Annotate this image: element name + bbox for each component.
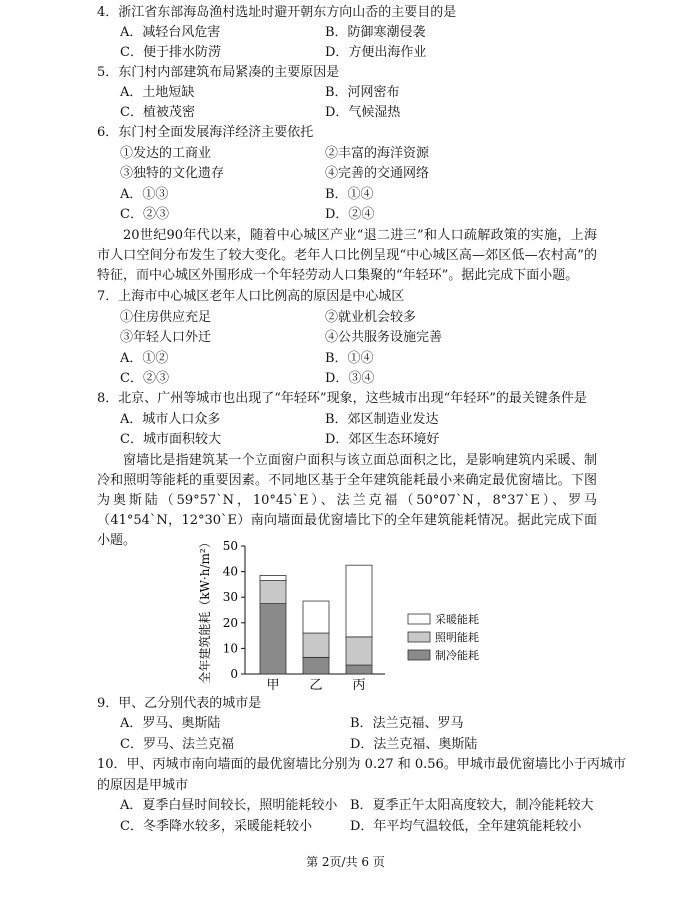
q8-option-b: B．郊区制造业发达: [325, 412, 439, 427]
q7-option-b: B．①④: [325, 351, 374, 366]
q7-option-c: C．②③: [120, 371, 169, 386]
q9-option-c: C．罗马、法兰克福: [120, 737, 234, 752]
y-tick-label: 40: [222, 564, 238, 579]
q8-option-a: A．城市人口众多: [120, 412, 221, 427]
bar-segment: [346, 665, 372, 674]
y-tick-label: 0: [230, 667, 238, 681]
q6-option-b: B．①④: [325, 187, 374, 202]
q9-stem: 9．甲、乙分别代表的城市是: [97, 696, 262, 711]
q8-stem: 8．北京、广州等城市也出现了“年轻环”现象，这些城市出现“年轻环”的最关键条件是: [97, 391, 587, 406]
y-axis-label: 全年建筑能耗（kW·h/m²）: [198, 536, 212, 684]
q4-option-d: D．方便出海作业: [325, 45, 427, 60]
q7-statement-1: ①住房供应充足: [120, 310, 212, 325]
q10-option-d: D．年平均气温较低，全年建筑能耗较小: [350, 819, 582, 834]
q4-option-a: A．减轻台风危害: [120, 25, 221, 40]
q6-statement-1: ①发达的工商业: [120, 146, 212, 161]
q6-statement-4: ④完善的交通网络: [325, 166, 430, 181]
legend-label: 制冷能耗: [435, 649, 479, 662]
x-tick-label: 甲: [266, 678, 280, 693]
q10-stem-line2: 的原因是甲城市: [97, 778, 189, 793]
y-tick-label: 50: [222, 539, 238, 553]
bar-segment: [260, 575, 286, 580]
y-tick-label: 10: [222, 641, 238, 656]
y-tick-label: 20: [222, 615, 238, 630]
legend-label: 采暖能耗: [435, 613, 479, 626]
q7-stem: 7．上海市中心城区老年人口比例高的原因是中心城区: [97, 289, 405, 304]
q7-statement-3: ③年轻人口外迁: [120, 330, 212, 345]
q5-option-c: C．植被茂密: [120, 105, 195, 120]
legend-swatch: [408, 614, 430, 624]
q7-statement-2: ②就业机会较多: [325, 310, 417, 325]
q6-statement-2: ②丰富的海洋资源: [325, 146, 430, 161]
q6-stem: 6．东门村全面发展海洋经济主要依托: [97, 125, 314, 140]
q10-option-b: B．夏季正午太阳高度较大，制冷能耗较大: [350, 798, 594, 813]
q5-stem: 5．东门村内部建筑布局紧凑的主要原因是: [97, 65, 340, 80]
q7-option-a: A．①②: [120, 351, 169, 366]
passage-shanghai: 20世纪90年代以来，随着中心城区产业“退二进三”和人口疏解政策的实施，上海市人口空间分布发生了较大变化。老年人口比例呈现“中心城区高—郊区低—农村高”的特征，而中心城区外围形成一个年轻劳动人口集聚的“年轻环”。据此完成下面小题。: [97, 228, 597, 283]
q5-option-b: B．河网密布: [325, 85, 400, 100]
energy-consumption-chart: [195, 536, 495, 694]
q6-option-c: C．②③: [120, 207, 169, 222]
q8-option-d: D．郊区生态环境好: [325, 432, 440, 447]
legend-swatch: [408, 632, 430, 642]
q5-option-a: A．土地短缺: [120, 85, 195, 100]
passage-window-wall-ratio: 窗墙比是指建筑某一个立面窗户面积与该立面总面积之比，是影响建筑内采暖、制冷和照明等能耗的重要因素。不同地区基于全年建筑能耗最小来确定最优窗墙比。下图为奥斯陆（59°57`N，10°45`E）、法兰克福（50°07`N，8°37`E）、罗马（41°54`N，12°30`E）南向墙面最优窗墙比下的全年建筑能耗情况。据此完成下面小题。: [97, 453, 597, 548]
q6-option-d: D．②④: [325, 207, 375, 222]
bar-segment: [303, 601, 329, 633]
y-tick-label: 30: [222, 590, 238, 605]
q4-stem: 4．浙江省东部海岛渔村选址时避开朝东方向山岙的主要目的是: [97, 5, 457, 20]
bar-segment: [303, 633, 329, 657]
bar-segment: [260, 581, 286, 604]
legend-swatch: [408, 650, 430, 660]
q5-option-d: D．气候湿热: [325, 105, 401, 120]
q6-statement-3: ③独特的文化遗存: [120, 166, 225, 181]
q10-option-a: A．夏季白昼时间较长，照明能耗较小: [120, 798, 338, 813]
q4-option-c: C．便于排水防涝: [120, 45, 221, 60]
q6-option-a: A．①③: [120, 187, 169, 202]
q10-stem-line1: 10．甲、丙城市南向墙面的最优窗墙比分别为 0.27 和 0.56。甲城市最优窗墙比小于丙城市: [97, 757, 626, 772]
q9-option-a: A．罗马、奥斯陆: [120, 716, 221, 731]
x-tick-label: 丙: [352, 678, 366, 693]
bar-segment: [346, 565, 372, 637]
bar-segment: [346, 637, 372, 665]
legend-label: 照明能耗: [435, 631, 479, 644]
q7-statement-4: ④公共服务设施完善: [325, 330, 443, 345]
bar-segment: [303, 657, 329, 674]
q7-option-d: D．③④: [325, 371, 375, 386]
bar-segment: [260, 604, 286, 674]
q9-option-d: D．法兰克福、奥斯陆: [350, 737, 478, 752]
q10-option-c: C．冬季降水较多，采暖能耗较小: [120, 819, 312, 834]
q9-option-b: B．法兰克福、罗马: [350, 716, 464, 731]
x-tick-label: 乙: [309, 678, 323, 693]
q4-option-b: B．防御寒潮侵袭: [325, 25, 426, 40]
page-footer: 第 2页/共 6 页: [306, 855, 385, 869]
q8-option-c: C．城市面积较大: [120, 432, 221, 447]
